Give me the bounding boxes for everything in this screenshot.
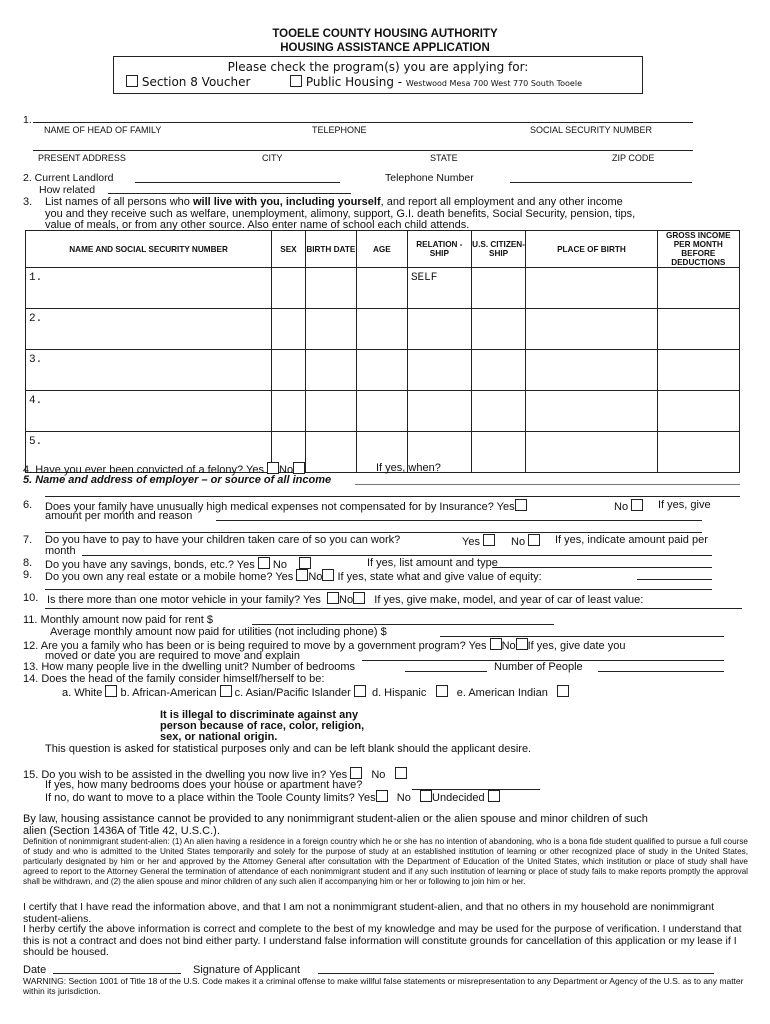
row-relation-cell[interactable] [407, 309, 471, 350]
q15-move-no-checkbox[interactable] [420, 790, 432, 802]
address-line[interactable] [33, 150, 693, 151]
row-place-cell[interactable] [526, 268, 657, 309]
program-prompt: Please check the program(s) you are applying for: [227, 60, 529, 74]
q9-no-checkbox[interactable] [322, 569, 334, 581]
row-income-cell[interactable] [657, 350, 739, 391]
form-title: TOOELE COUNTY HOUSING AUTHORITY [272, 28, 498, 40]
q7-no-checkbox[interactable] [528, 534, 540, 546]
row-name-cell[interactable]: 3. [26, 350, 272, 391]
col-header-name: NAME AND SOCIAL SECURITY NUMBER [26, 231, 272, 268]
row-citizen-cell[interactable] [471, 350, 526, 391]
section8-label: Section 8 Voucher [141, 75, 251, 89]
row-income-cell[interactable] [657, 309, 739, 350]
warning-text: WARNING: Section 1001 of Title 18 of the U.S. Code makes it a criminal offense to make willful false statements or misrepresentation to any Department or Agency of the U.S. as to any matter within its jurisdiction. [23, 976, 744, 996]
head-of-family-label: NAME OF HEAD OF FAMILY [44, 125, 162, 135]
row-place-cell[interactable] [526, 391, 657, 432]
table-row [26, 268, 740, 309]
landlord-phone-input[interactable] [510, 182, 692, 183]
q10-input[interactable] [45, 608, 742, 609]
row-age-cell[interactable] [356, 309, 407, 350]
row-citizen-cell[interactable] [471, 432, 526, 473]
row-name-cell[interactable]: 4. [26, 391, 272, 432]
q7-question: Do you have to pay to have your children taken care of so you can work? [45, 534, 401, 546]
row-sex-cell[interactable] [272, 350, 306, 391]
q7-number: 7. [23, 534, 33, 546]
row-income-cell[interactable] [657, 432, 739, 473]
row-sex-cell[interactable] [272, 268, 306, 309]
q9-question: Do you own any real estate or a mobile home? Yes No If yes, state what and give value of equity: [45, 571, 542, 583]
notice-line2: person because of race, color, religion, [160, 720, 365, 732]
row-citizen-cell[interactable] [471, 268, 526, 309]
notice-line4: This question is asked for statistical purposes only and can be left blank should the applicant desire. [45, 743, 532, 755]
q6-input[interactable] [216, 520, 702, 521]
section8-checkbox[interactable] [126, 75, 138, 87]
law-line1: By law, housing assistance cannot be provided to any nonimmigrant student-alien or the alien spouse and minor children of such [23, 813, 648, 825]
row-name-cell[interactable]: 5. [26, 432, 272, 473]
q13-people-label: Number of People [494, 661, 583, 673]
q3-number: 3. [23, 196, 33, 208]
date-input[interactable] [53, 973, 181, 974]
state-label: STATE [430, 153, 458, 163]
row-place-cell[interactable] [526, 309, 657, 350]
q6-no-checkbox[interactable] [631, 499, 643, 511]
q13-question: 13. How many people live in the dwelling unit? Number of bedrooms [23, 661, 356, 673]
q9-input-b[interactable] [45, 589, 712, 590]
q15-move-yes-checkbox[interactable] [376, 790, 388, 802]
asian-pacific-checkbox[interactable] [354, 685, 366, 697]
telephone-label: TELEPHONE [312, 125, 367, 135]
public-housing-note: Westwood Mesa 700 West 770 South Tooele [405, 79, 582, 88]
col-header-birth-date: BIRTH DATE [305, 231, 356, 268]
row-relation-cell[interactable]: SELF [407, 268, 471, 309]
how-related-input[interactable] [108, 193, 351, 194]
row-age-cell[interactable] [356, 268, 407, 309]
row-age-cell[interactable] [356, 391, 407, 432]
q6-input-b[interactable] [45, 532, 702, 533]
head-of-family-line[interactable] [33, 122, 693, 123]
q3-line3: value of meals, or from any other source. Also enter name of school each child attends. [45, 219, 470, 231]
table-header-row [26, 231, 740, 268]
q6-question: Does your family have unusually high medical expenses not compensated for by Insurance? Yes [45, 499, 527, 513]
row-birth-cell[interactable] [305, 432, 356, 473]
q15-line2: If yes, how many bedrooms does your house or apartment have? [45, 779, 363, 791]
q5-input-a[interactable] [355, 484, 740, 485]
white-checkbox[interactable] [105, 685, 117, 697]
row-relation-cell[interactable] [407, 350, 471, 391]
q4-no-checkbox[interactable] [293, 462, 305, 474]
q7-no: No [511, 534, 540, 548]
q3-line2: you and they receive such as welfare, unemployment, alimony, support, G.I. death benefits, Social Security, pension, tips, [45, 208, 636, 220]
col-header-sex: SEX [272, 231, 306, 268]
q10-number: 10. [23, 592, 39, 604]
row-name-cell[interactable]: 1. [26, 268, 272, 309]
law-line2: alien (Section 1436A of Title 42, U.S.C.). [23, 825, 220, 837]
q4-when-input[interactable] [452, 472, 702, 473]
date-label: Date [23, 964, 47, 976]
q10-no-checkbox[interactable] [353, 592, 365, 604]
row-citizen-cell[interactable] [471, 391, 526, 432]
row-place-cell[interactable] [526, 432, 657, 473]
q14-question: 14. Does the head of the family consider himself/herself to be: [23, 673, 325, 685]
q12-line2: moved or date you are required to move and explain [45, 650, 300, 662]
how-related-label: How related [39, 184, 96, 196]
q12-question: 12. Are you a family who has been or is being required to move by a government program? Yes No If yes, give date you [23, 640, 626, 652]
row-birth-cell[interactable] [305, 350, 356, 391]
american-indian-checkbox[interactable] [557, 685, 569, 697]
q7-yes-checkbox[interactable] [483, 534, 495, 546]
q8-ifyes: If yes, list amount and type [367, 557, 498, 569]
col-header-age: AGE [356, 231, 407, 268]
certification-2: I herby certify the above information is correct and complete to the best of my knowledge and may be used for the purpose of verification. I understand that this is not a contract and does not bind either party. I understand false information will constitute grounds for cancellation of this application or my lease if I should be housed. [23, 923, 742, 958]
q1-number: 1. [23, 114, 32, 126]
row-sex-cell[interactable] [272, 309, 306, 350]
col-header-place-of-birth: PLACE OF BIRTH [526, 231, 657, 268]
landlord-input[interactable] [135, 182, 340, 183]
row-place-cell[interactable] [526, 350, 657, 391]
table-row [26, 309, 740, 350]
q9-input[interactable] [637, 579, 712, 580]
row-age-cell[interactable] [356, 350, 407, 391]
q9-yes-checkbox[interactable] [296, 569, 308, 581]
q9-number: 9. [23, 569, 33, 581]
row-birth-cell[interactable] [305, 268, 356, 309]
q15-yes-checkbox[interactable] [350, 767, 362, 779]
q10-question: Is there more than one motor vehicle in your family? Yes No If yes, give make, model, and year of car of least value: [47, 594, 644, 606]
q7-ifyes: If yes, indicate amount paid per [555, 534, 708, 546]
q8-number: 8. [23, 557, 33, 569]
african-american-checkbox[interactable] [220, 685, 232, 697]
public-housing-label: Public Housing - [305, 75, 403, 89]
row-relation-cell[interactable] [407, 391, 471, 432]
col-header-citizenship: U.S. CITIZEN- SHIP [471, 231, 526, 268]
q6-number: 6. [23, 499, 33, 511]
certification-1: I certify that I have read the information above, and that I am not a nonimmigrant student-alien, and that no others in my household are nonimmigrant student-aliens. [23, 901, 715, 925]
household-table [25, 230, 740, 473]
q15-question: 15. Do you wish to be assisted in the dwelling you now live in? Yes No [23, 767, 407, 781]
law-definition: Definition of nonimmigrant student-alien: (1) An alien having a residence in a foreign country which he or she has no intention of abandoning, who is a bona fide student qualified to pursue a full course of study and who is admitted to the United States temporarily and solely for the purpose of study at an established institution of learning or other recognized place of study in the United States, particularly designated by him or her and approved by the Attorney General after consultation with the Department of Education of the United States, which institution or place of study shall have agreed to report to the Attorney General the termination of attendance of each nonimmigrant student and if any such institution of learning or place of study fails to make reports promptly the approval shall be withdrawn, and (2) the alien spouse and minor children of any such alien if accompanying him or her or following to join him or her. [23, 837, 748, 886]
col-header-gross-income: GROSS INCOME PER MONTH BEFORE DEDUCTIONS [657, 231, 739, 268]
zip-label: ZIP CODE [612, 153, 655, 163]
q6-ifyes: If yes, give [658, 499, 711, 511]
q12-yes-checkbox[interactable] [490, 638, 502, 650]
q3-line1: List names of all persons who will live with you, including yourself, and report all employment and any other income [45, 196, 623, 208]
hispanic-checkbox[interactable] [436, 685, 448, 697]
q11-utilities: Average monthly amount now paid for utilities (not including phone) $ [50, 626, 387, 638]
q15-line3: If no, do want to move to a place within the Toole County limits? Yes No Undecided [45, 790, 500, 804]
q15-no-checkbox[interactable] [395, 767, 407, 779]
q4-yes-checkbox[interactable] [267, 462, 279, 474]
q7-yes: Yes [462, 534, 495, 548]
q11-rent: 11. Monthly amount now paid for rent $ [23, 614, 213, 626]
q10-yes-checkbox[interactable] [327, 592, 339, 604]
q8-no-checkbox[interactable] [299, 557, 311, 569]
row-sex-cell[interactable] [272, 391, 306, 432]
city-label: CITY [262, 153, 283, 163]
q8-yes-checkbox[interactable] [258, 557, 270, 569]
q12-no-checkbox[interactable] [516, 638, 528, 650]
q7-line2: month [45, 545, 76, 557]
q4-question: 4. Have you ever been convicted of a felony? Yes No [23, 462, 305, 476]
table-row [26, 350, 740, 391]
row-birth-cell[interactable] [305, 309, 356, 350]
landlord-label: 2. Current Landlord [23, 172, 114, 184]
signature-input[interactable] [318, 973, 714, 974]
row-name-cell[interactable]: 2. [26, 309, 272, 350]
telephone-number-label: Telephone Number [385, 172, 474, 184]
q8-input[interactable] [492, 567, 712, 568]
present-address-label: PRESENT ADDRESS [38, 153, 126, 163]
q5-question: 5. Name and address of employer – or source of all income [23, 474, 332, 486]
q6-yes-checkbox[interactable] [515, 499, 527, 511]
col-header-relationship: RELATION -SHIP [407, 231, 471, 268]
row-citizen-cell[interactable] [471, 309, 526, 350]
q14-options: a. White b. African-American c. Asian/Pacific Islander d. Hispanic e. American Indian [62, 685, 569, 699]
form-subtitle: HOUSING ASSISTANCE APPLICATION [280, 42, 490, 54]
q7-input[interactable] [82, 555, 712, 556]
table-row [26, 391, 740, 432]
public-housing-checkbox[interactable] [290, 75, 302, 87]
q13-bedrooms-input[interactable] [405, 671, 487, 672]
q6-no: No [614, 499, 643, 513]
notice-line1: It is illegal to discriminate against any [160, 709, 359, 721]
signature-label: Signature of Applicant [193, 964, 301, 976]
row-income-cell[interactable] [657, 268, 739, 309]
q13-people-input[interactable] [598, 671, 724, 672]
ssn-label: SOCIAL SECURITY NUMBER [530, 125, 653, 135]
q15-undecided-checkbox[interactable] [488, 790, 500, 802]
q11-rent-input[interactable] [252, 624, 554, 625]
q11-utilities-input[interactable] [440, 636, 724, 637]
q8-question: Do you have any savings, bonds, etc.? Yes No [45, 557, 311, 571]
q6-line2: amount per month and reason [45, 510, 193, 522]
row-birth-cell[interactable] [305, 391, 356, 432]
program-box [113, 56, 643, 94]
row-income-cell[interactable] [657, 391, 739, 432]
q5-input-b[interactable] [45, 496, 740, 497]
notice-line3: sex, or national origin. [160, 731, 278, 743]
q4-when-label: If yes, when? [376, 462, 441, 474]
